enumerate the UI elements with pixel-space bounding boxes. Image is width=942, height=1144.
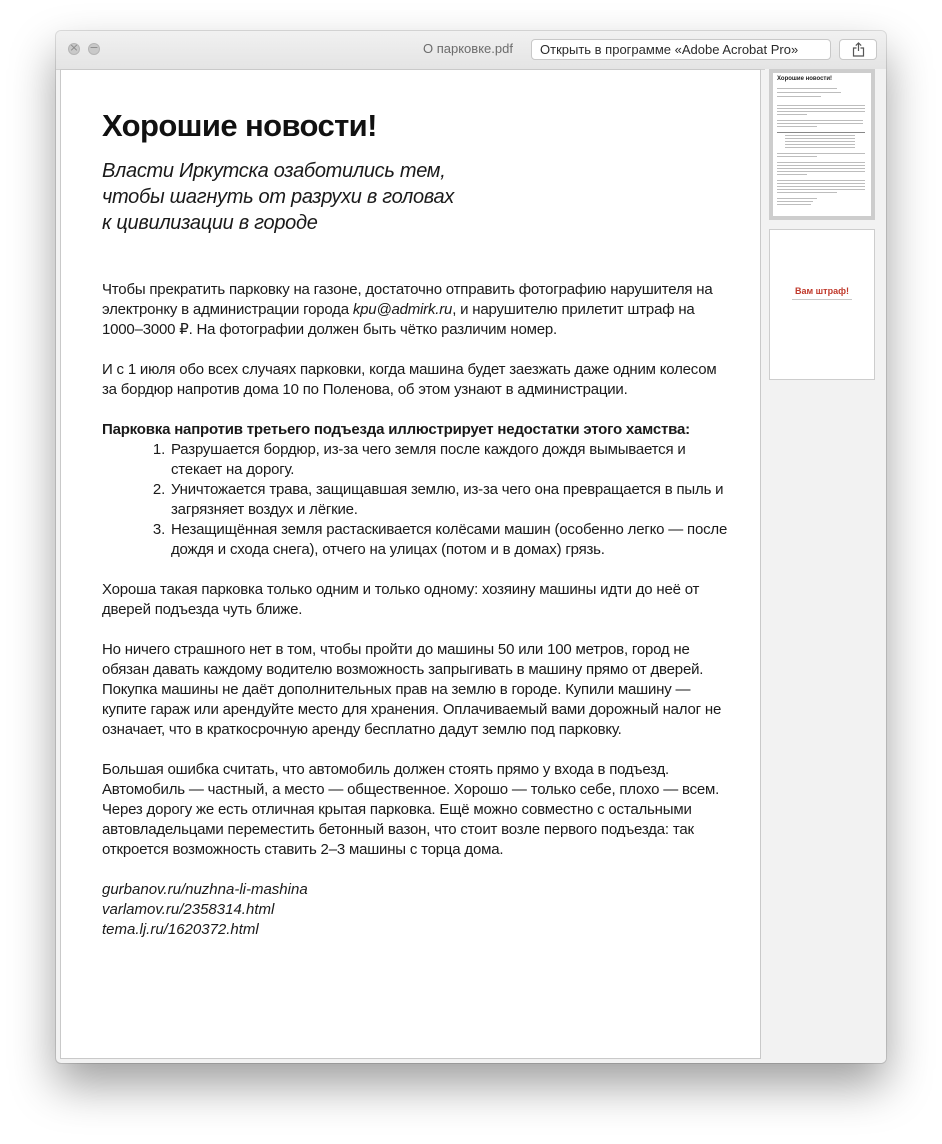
paragraph-report [102, 280, 732, 340]
page-title: Хорошие новости! [102, 108, 377, 143]
list-heading: Парковка напротив третьего подъезда иллюстрирует недостатки этого хамства: [102, 421, 690, 438]
thumbnail-line [777, 201, 813, 202]
subtitle-line: чтобы шагнуть от разрухи в головах [102, 186, 454, 208]
paragraph-mistake: Большая ошибка считать, что автомобиль должен стоять прямо у входа в подъезд. Автомобиль — частный, а место — общественное. Хорошо — только себе, плохо — всем. Через дорогу же есть отличная крытая парковка. Ещё можно совместно с остальными автовладельцами переместить бетонный вазон, что стоит возле первого подъезда: так откроется возможность ставить 2–3 машины с торца дома. [102, 761, 720, 858]
subtitle-line: к цивилизации в городе [102, 212, 318, 234]
subtitle-line: Власти Иркутска озаботились тем, [102, 160, 446, 182]
thumbnail-line [777, 96, 821, 97]
open-in-acrobat-button[interactable]: Открыть в программе «Adobe Acrobat Pro» [531, 39, 831, 60]
close-button[interactable] [68, 43, 80, 55]
list-item: 3. Незащищённая земля растаскивается колёсами машин (особенно легко — после дождя и схода снега), отчего на улицах (потом и в домах) грязь. [169, 520, 732, 560]
thumbnail-line [777, 168, 865, 169]
paragraph-text: Чтобы прекратить парковку на газоне, достаточно отправить фотографию нарушителя на электронку в администрации города [102, 281, 713, 318]
thumbnail-line [785, 144, 855, 145]
minimize-icon: − [89, 41, 99, 54]
paragraph-walk: Но ничего страшного нет в том, чтобы пройти до машины 50 или 100 метров, город не обязан давать каждому водителю возможность запрыгивать в машину прямо от дверей. Покупка машины не даёт дополнительных прав на землю в городе. Купили машину — купите гараж или арендуйте место для хранения. Оплачиваемый вами дорожный налог не означает, что в краткосрочную аренду бесплатно дадут землю под парковку. [102, 641, 722, 738]
source-link[interactable]: gurbanov.ru/nuzhna-li-mashina [102, 881, 308, 898]
thumbnail-line [777, 198, 817, 199]
paragraph-benefit: Хороша такая парковка только одним и только одному: хозяину машины идти до неё от дверей подъезда чуть ближе. [102, 581, 700, 618]
thumbnail-line [777, 132, 865, 133]
thumbnail-line [777, 186, 865, 187]
thumbnail-line [777, 162, 865, 163]
page-subtitle [102, 158, 732, 236]
thumbnail-line [792, 299, 852, 300]
thumbnail-line [777, 189, 865, 190]
page-thumbnail-2[interactable] [769, 229, 875, 380]
window-title: О парковке.pdf [423, 41, 513, 56]
thumbnail-line [777, 171, 865, 172]
source-link[interactable]: tema.lj.ru/1620372.html [102, 921, 259, 938]
thumbnail-line [785, 147, 855, 148]
thumbnail-line [777, 183, 865, 184]
issues-list [102, 440, 732, 560]
email-address: kpu@admirk.ru [352, 301, 453, 318]
paragraph-text: , и нарушителю прилетит штраф на 1000–3000 ₽. На фотографии должен быть чётко различим номер. [102, 301, 695, 338]
thumbnail-line [777, 126, 817, 127]
source-links [102, 880, 732, 940]
thumbnail-line [777, 180, 865, 181]
list-item: 1. Разрушается бордюр, из-за чего земля после каждого дождя вымывается и стекает на дорогу. [169, 440, 732, 480]
thumbnail-line [785, 135, 855, 136]
thumbnail-line [777, 174, 807, 175]
close-icon: × [69, 41, 79, 54]
thumbnail-line [777, 114, 807, 115]
thumbnail-line [777, 111, 865, 112]
preview-window [56, 31, 886, 1063]
thumbnail-line [777, 92, 841, 93]
paragraph-july: И с 1 июля обо всех случаях парковки, когда машина будет заезжать даже одним колесом за бордюр напротив дома 10 по Поленова, об этом узнают в администрации. [102, 361, 717, 398]
thumbnail-line [777, 123, 863, 124]
thumbnail-line [777, 105, 865, 106]
thumbnail-title: Вам штраф! [795, 286, 849, 296]
thumbnail-line [777, 156, 817, 157]
thumbnail-line [785, 138, 855, 139]
share-icon [852, 42, 865, 57]
thumbnail-line [777, 165, 865, 166]
thumbnail-line [785, 141, 855, 142]
thumbnail-line [777, 120, 863, 121]
minimize-button[interactable] [88, 43, 100, 55]
share-button[interactable] [839, 39, 877, 60]
thumbnail-sidebar [765, 69, 886, 1063]
thumbnail-line [777, 204, 811, 205]
page-content [102, 108, 732, 940]
thumbnail-line [777, 88, 837, 89]
list-item: 2. Уничтожается трава, защищавшая землю, из-за чего она превращается в пыль и загрязняет воздух и лёгкие. [169, 480, 732, 520]
pdf-page [60, 69, 761, 1059]
thumbnail-title: Хорошие новости! [777, 76, 833, 82]
source-link[interactable]: varlamov.ru/2358314.html [102, 901, 275, 918]
title-bar [56, 31, 886, 70]
thumbnail-line [777, 108, 865, 109]
thumbnail-line [777, 192, 837, 193]
page-thumbnail-1[interactable] [769, 69, 875, 220]
thumbnail-line [777, 153, 865, 154]
